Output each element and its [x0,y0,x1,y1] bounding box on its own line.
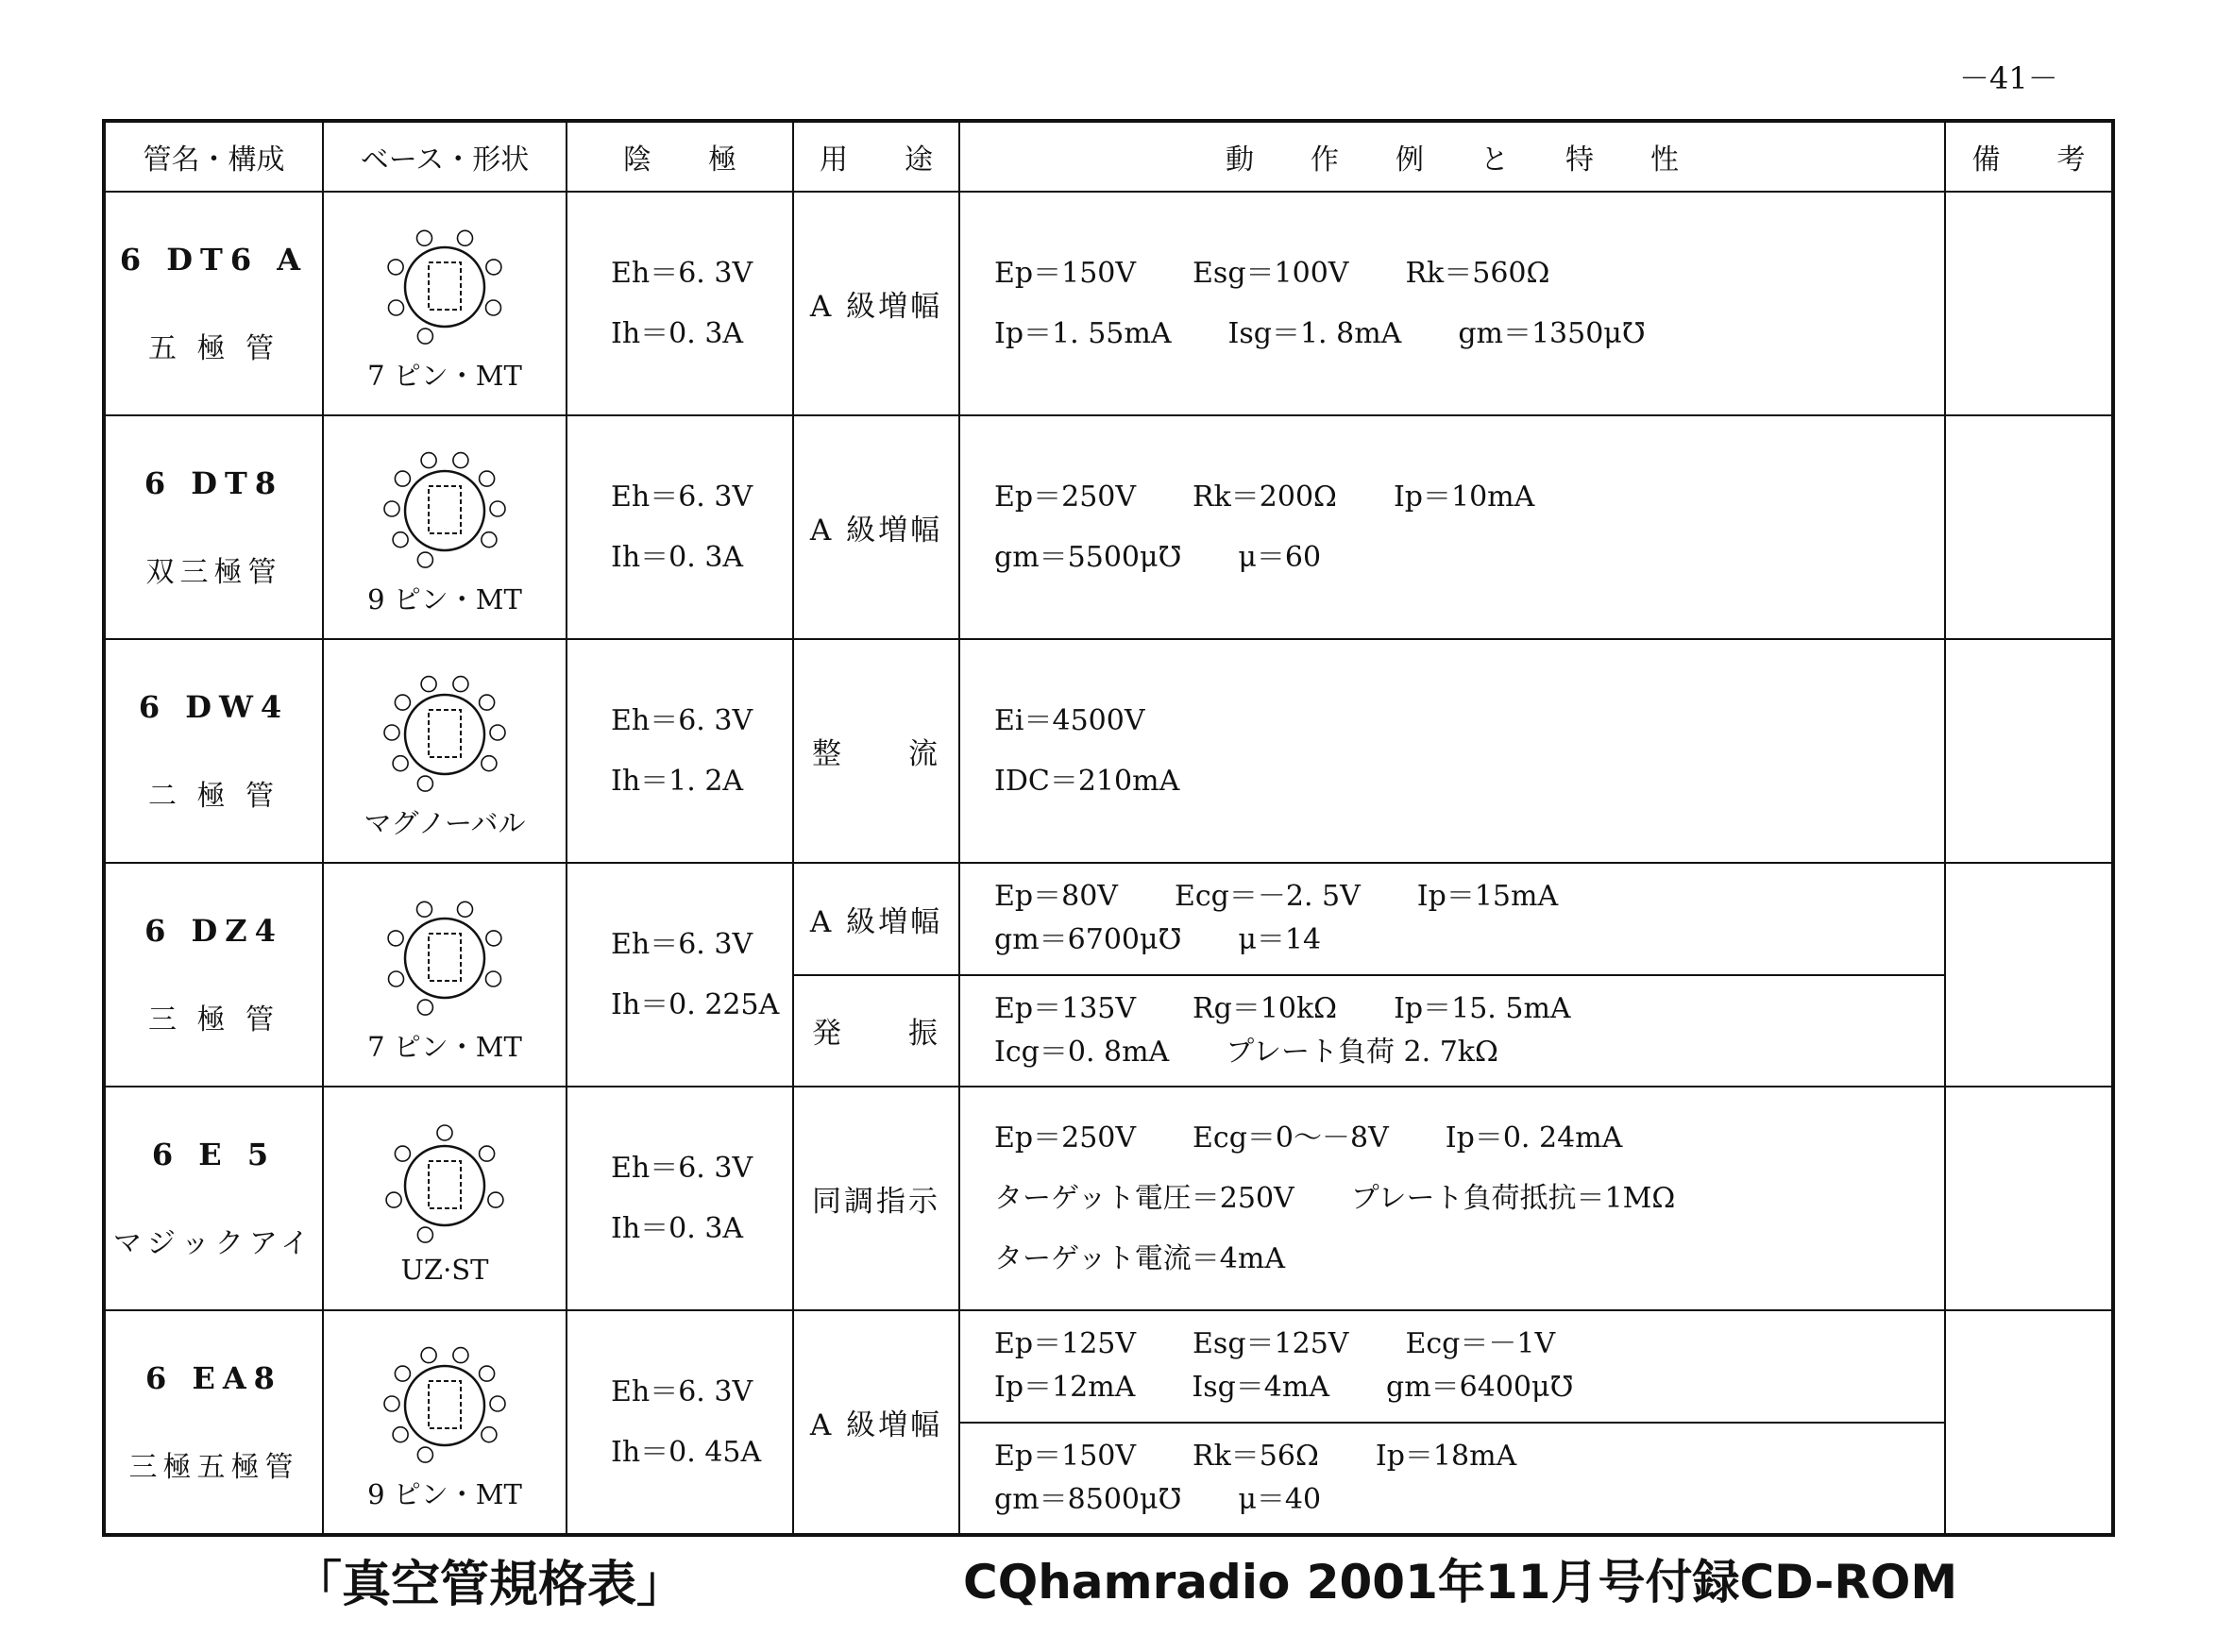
note-cell [1945,192,2113,415]
characteristics-line [994,691,1910,751]
table-row [104,1087,2113,1310]
characteristic-value: gm＝5500μ℧ [994,540,1182,574]
characteristic-value: Esg＝125V [1193,1327,1349,1361]
use-cell [793,639,959,863]
tube-base-diagram [374,443,516,575]
characteristics-line [994,1108,1910,1169]
tube-type: マジックアイ [112,1226,315,1260]
characteristics-line [994,987,1910,1031]
tube-spec-table [102,119,2115,1537]
characteristics-cell [959,192,1945,415]
characteristics-line [994,467,1910,528]
use-label: A 級増幅 [809,290,943,324]
characteristics-block [994,467,1910,588]
cathode-value: Eh＝6. 3V [611,1374,753,1408]
characteristics-cell [959,863,1945,1087]
characteristics-line [994,1478,1910,1522]
tube-name-cell [104,1310,323,1535]
base-label: 9 ピン・MT [367,583,522,615]
header-cathode: 陰 極 [567,121,793,192]
note-cell [1945,415,2113,639]
characteristic-value: Ip＝10mA [1393,480,1535,514]
tube-name: 6 EA8 [145,1359,282,1396]
characteristics-line [994,1366,1910,1409]
tube-name: 6 DT6 A [119,241,309,278]
cathode-value: Ih＝0. 3A [611,540,744,574]
tube-name: 6 DW4 [138,688,290,725]
characteristic-value: プレート負荷抵抗＝1MΩ [1350,1181,1676,1215]
characteristic-value: Rk＝56Ω [1193,1439,1319,1473]
characteristic-value: プレート負荷 2. 7kΩ [1226,1035,1498,1069]
characteristics-line [994,1435,1910,1478]
use-cell [793,863,959,1087]
base-cell [323,639,567,863]
characteristic-value: Isg＝4mA [1192,1371,1329,1405]
table-row [104,1310,2113,1535]
characteristic-value: Ei＝4500V [994,703,1145,737]
table-row [104,639,2113,863]
characteristic-value: Isg＝1. 8mA [1227,316,1402,350]
tube-base-diagram [374,1338,516,1470]
characteristic-value: gm＝6700μ℧ [994,923,1182,957]
footer-title: 「真空管規格表」 [293,1557,686,1613]
characteristic-value: Ep＝250V [994,1121,1137,1155]
characteristic-value: Icg＝0. 8mA [994,1035,1170,1069]
footer-source: CQhamradio 2001年11月号付録CD-ROM [963,1555,1958,1610]
table-row [104,415,2113,639]
characteristics-block [960,864,1944,974]
use-label: 同調指示 [812,1185,940,1219]
characteristic-value: Ip＝15. 5mA [1394,991,1571,1025]
characteristic-value: μ＝60 [1238,540,1322,574]
characteristic-value: Ip＝1. 55mA [994,316,1172,350]
table-row [104,863,2113,1087]
cathode-value: Eh＝6. 3V [611,256,753,290]
cathode-value: Ih＝0. 45A [611,1435,762,1469]
use-cell [793,192,959,415]
header-row [104,121,2113,192]
characteristics-line [994,1169,1910,1229]
use-cell [793,1087,959,1310]
cathode-value: Eh＝6. 3V [611,927,753,961]
cathode-cell [567,415,793,639]
note-cell [1945,639,2113,863]
characteristic-value: Ip＝15mA [1416,880,1559,914]
note-cell [1945,1087,2113,1310]
characteristic-value: gm＝8500μ℧ [994,1482,1182,1516]
characteristic-value: gm＝6400μ℧ [1386,1371,1574,1405]
characteristic-value: Ep＝125V [994,1327,1137,1361]
characteristics-cell [959,639,1945,863]
tube-base-diagram [374,890,516,1022]
cathode-value: Eh＝6. 3V [611,703,753,737]
header-base: ベース・形状 [323,121,567,192]
tube-name: 6 DZ4 [144,912,283,949]
characteristic-value: Rk＝560Ω [1405,256,1550,290]
characteristic-value: Ep＝150V [994,256,1137,290]
tube-type: 双三極管 [145,555,282,589]
header-characteristics: 動 作 例 と 特 性 [959,121,1945,192]
tube-type: 五 極 管 [147,331,280,365]
base-cell [323,863,567,1087]
page-number: －41－ [1959,60,2058,96]
use-label: 整 流 [812,737,940,771]
characteristic-value: Ip＝0. 24mA [1445,1121,1623,1155]
characteristics-line [994,244,1910,304]
tube-type: 三極五極管 [128,1450,299,1484]
use-label: A 級増幅 [809,514,943,548]
characteristic-value: Ep＝80V [994,880,1118,914]
header-use: 用 途 [793,121,959,192]
base-label: マグノーバル [364,807,526,839]
cathode-value: Ih＝0. 225A [611,987,780,1021]
characteristics-block [960,1422,1944,1534]
characteristic-value: Rk＝200Ω [1193,480,1337,514]
cathode-value: Eh＝6. 3V [611,480,753,514]
characteristic-value: Ep＝135V [994,991,1137,1025]
characteristic-value: ターゲット電圧＝250V [994,1181,1294,1215]
note-cell [1945,1310,2113,1535]
tube-base-diagram [374,666,516,799]
use-cell [793,415,959,639]
characteristic-value: Ip＝12mA [994,1371,1136,1405]
characteristics-line [994,528,1910,588]
use-label: A 級増幅 [809,1408,943,1442]
tube-name-cell [104,192,323,415]
base-label: 7 ピン・MT [367,360,522,392]
base-cell [323,1310,567,1535]
characteristics-line [994,1229,1910,1290]
tube-name: 6 DT8 [144,464,284,501]
cathode-value: Ih＝0. 3A [611,316,744,350]
characteristic-value: gm＝1350μ℧ [1458,316,1646,350]
characteristics-block [960,1311,1944,1422]
characteristics-line [994,875,1910,919]
characteristic-value: Esg＝100V [1193,256,1349,290]
base-label: 7 ピン・MT [367,1031,522,1063]
use-cell [793,1310,959,1535]
cathode-value: Eh＝6. 3V [611,1151,753,1185]
cathode-value: Ih＝0. 3A [611,1211,744,1245]
tube-base-diagram [374,219,516,351]
cathode-cell [567,1087,793,1310]
characteristic-value: Ecg＝－1V [1405,1327,1556,1361]
characteristic-value: Ecg＝－2. 5V [1174,880,1361,914]
characteristic-value: μ＝40 [1238,1482,1322,1516]
characteristic-value: Rg＝10kΩ [1193,991,1338,1025]
characteristic-value: μ＝14 [1238,923,1322,957]
tube-base-diagram [374,1118,516,1250]
base-cell [323,192,567,415]
characteristics-line [994,304,1910,364]
characteristic-value: Ep＝250V [994,480,1137,514]
tube-name-cell [104,1087,323,1310]
tube-name-cell [104,415,323,639]
characteristic-value: Ip＝18mA [1375,1439,1517,1473]
cathode-cell [567,192,793,415]
base-cell [323,415,567,639]
base-label: UZ·ST [400,1253,489,1286]
characteristics-block [994,691,1910,812]
characteristics-line [994,1031,1910,1074]
header-name: 管名・構成 [104,121,323,192]
header-notes: 備 考 [1945,121,2113,192]
tube-name-cell [104,639,323,863]
tube-type: 三 極 管 [147,1003,280,1037]
characteristic-value: Ecg＝0～－8V [1193,1121,1389,1155]
characteristics-cell [959,1087,1945,1310]
cathode-cell [567,639,793,863]
tube-type: 二 極 管 [147,779,280,813]
cathode-cell [567,863,793,1087]
characteristics-line [994,751,1910,812]
characteristics-line [994,1323,1910,1366]
characteristics-block [994,1108,1910,1290]
tube-name: 6 E 5 [151,1136,277,1172]
characteristic-value: IDC＝210mA [994,764,1180,798]
note-cell [1945,863,2113,1087]
characteristics-line [994,919,1910,962]
characteristics-block [960,974,1944,1087]
table-row [104,192,2113,415]
use-label: 発 振 [794,974,958,1087]
characteristics-cell [959,415,1945,639]
cathode-cell [567,1310,793,1535]
characteristic-value: Ep＝150V [994,1439,1137,1473]
base-cell [323,1087,567,1310]
base-label: 9 ピン・MT [367,1478,522,1510]
use-label: A 級増幅 [809,904,943,939]
characteristic-value: ターゲット電流＝4mA [994,1241,1285,1275]
tube-name-cell [104,863,323,1087]
cathode-value: Ih＝1. 2A [611,764,744,798]
characteristics-cell [959,1310,1945,1535]
characteristics-block [994,244,1910,364]
